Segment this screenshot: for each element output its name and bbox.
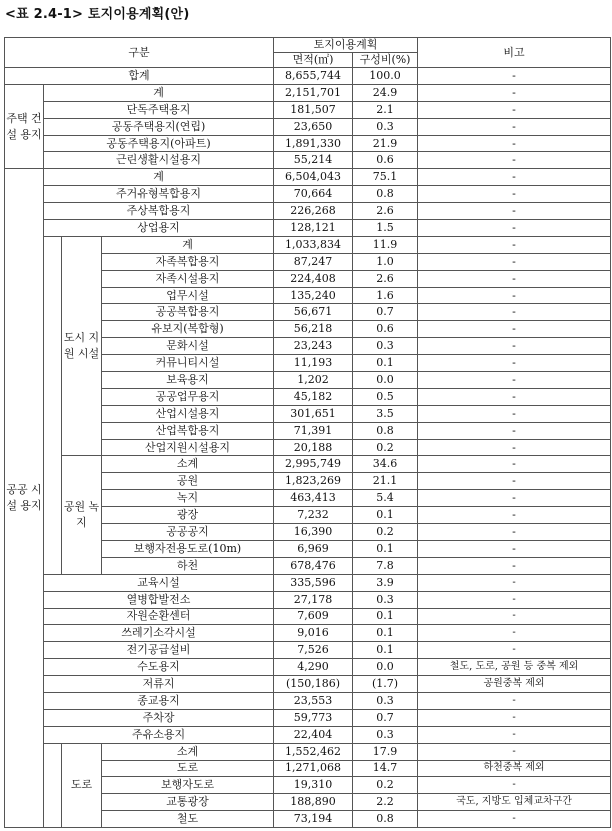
remarks-cell: - [418,321,611,338]
ratio-cell: 0.1 [353,507,418,524]
area-cell: 45,182 [274,388,353,405]
row-label: 수도용지 [44,659,274,676]
remarks-cell: - [418,507,611,524]
area-cell: 301,651 [274,405,353,422]
area-cell: 335,596 [274,574,353,591]
table-row [5,625,611,642]
ratio-cell: 75.1 [353,169,418,186]
ratio-cell: 0.3 [353,338,418,355]
remarks-cell: - [418,625,611,642]
remarks-cell: - [418,355,611,372]
remarks-cell: - [418,642,611,659]
area-cell: 1,891,330 [274,135,353,152]
area-cell: 23,553 [274,692,353,709]
table-row [5,203,611,220]
ratio-cell: 0.7 [353,304,418,321]
remarks-cell: - [418,405,611,422]
remarks-cell: - [418,777,611,794]
remarks-cell: - [418,220,611,237]
remarks-cell: 하천중복 제외 [418,760,611,777]
row-label: 계 [44,169,274,186]
table-row [5,709,611,726]
remarks-cell: - [418,68,611,85]
row-label: 소계 [102,743,274,760]
row-label: 주유소용지 [44,726,274,743]
row-label: 종교용지 [44,692,274,709]
row-label: 녹지 [102,490,274,507]
area-cell: 188,890 [274,794,353,811]
area-cell: 23,650 [274,118,353,135]
remarks-cell: - [418,152,611,169]
remarks-cell: - [418,287,611,304]
row-label: 유보지(복합형) [102,321,274,338]
ratio-cell: 5.4 [353,490,418,507]
area-cell: 7,609 [274,608,353,625]
remarks-cell: - [418,338,611,355]
area-cell: 224,408 [274,270,353,287]
group-park: 공원 녹지 [62,456,102,574]
ratio-cell: 0.3 [353,118,418,135]
area-cell: 22,404 [274,726,353,743]
table-row [5,659,611,676]
area-cell: 73,194 [274,811,353,828]
area-cell: 16,390 [274,524,353,541]
remarks-cell: - [418,236,611,253]
row-label: 철도 [102,811,274,828]
table-row-total [5,68,611,85]
remarks-cell: 철도, 도로, 공원 등 중복 제외 [418,659,611,676]
area-cell: 1,823,269 [274,473,353,490]
header-ratio: 구성비(%) [353,53,418,68]
area-cell: 181,507 [274,101,353,118]
ratio-cell: 0.1 [353,355,418,372]
table-row [5,726,611,743]
area-cell: 678,476 [274,557,353,574]
row-label: 보행자도로 [102,777,274,794]
row-label: 쓰레기소각시설 [44,625,274,642]
table-caption: <표 2.4-1> 토지이용계획(안) [5,7,190,22]
area-cell: 56,671 [274,304,353,321]
row-label: 계 [102,236,274,253]
ratio-cell: 0.2 [353,524,418,541]
spacer-cell [44,236,62,574]
ratio-cell: 0.8 [353,422,418,439]
area-cell: 1,202 [274,372,353,389]
remarks-cell: 국도, 지방도 입체교차구간 [418,794,611,811]
row-label: 공공복합용지 [102,304,274,321]
remarks-cell: - [418,372,611,389]
area-cell: 6,969 [274,540,353,557]
remarks-cell: - [418,456,611,473]
ratio-cell: 1.5 [353,220,418,237]
remarks-cell: - [418,574,611,591]
area-cell: 56,218 [274,321,353,338]
table-row [5,169,611,186]
header-category: 구분 [5,38,274,68]
ratio-cell: 0.6 [353,152,418,169]
row-label: 주거유형복합용지 [44,186,274,203]
ratio-cell: 0.2 [353,777,418,794]
row-label: 자원순환센터 [44,608,274,625]
row-label: 공동주택용지(연립) [44,118,274,135]
group-public: 공공 시설 용지 [5,169,44,828]
area-cell: 19,310 [274,777,353,794]
ratio-cell: 0.3 [353,692,418,709]
table-row [5,236,611,253]
remarks-cell: 공원중복 제외 [418,676,611,693]
remarks-cell: - [418,591,611,608]
ratio-cell: 21.1 [353,473,418,490]
ratio-cell: 3.9 [353,574,418,591]
group-road: 도로 [62,743,102,827]
ratio-cell: 3.5 [353,405,418,422]
row-label: 자족복합용지 [102,253,274,270]
header-plan: 토지이용계획 [274,38,418,53]
table-row [5,152,611,169]
table-row [5,186,611,203]
ratio-cell: 2.2 [353,794,418,811]
table-row [5,220,611,237]
row-label: 공원 [102,473,274,490]
row-label: 소계 [102,456,274,473]
remarks-cell: - [418,270,611,287]
area-cell: 70,664 [274,186,353,203]
table-row [5,456,611,473]
area-cell: 128,121 [274,220,353,237]
ratio-cell: 1.0 [353,253,418,270]
ratio-cell: 14.7 [353,760,418,777]
ratio-cell: 0.5 [353,388,418,405]
ratio-cell: 0.1 [353,540,418,557]
area-cell: 11,193 [274,355,353,372]
ratio-cell: 0.0 [353,659,418,676]
row-label: 자족시설용지 [102,270,274,287]
area-cell: 2,995,749 [274,456,353,473]
row-label: 교육시설 [44,574,274,591]
header-area: 면적(㎡) [274,53,353,68]
area-cell: 135,240 [274,287,353,304]
area-cell: 9,016 [274,625,353,642]
row-label: 계 [44,84,274,101]
ratio-cell: 0.6 [353,321,418,338]
ratio-cell: 1.6 [353,287,418,304]
area-cell: 8,655,744 [274,68,353,85]
remarks-cell: - [418,135,611,152]
table-row [5,692,611,709]
remarks-cell: - [418,540,611,557]
ratio-cell: 11.9 [353,236,418,253]
remarks-cell: - [418,439,611,456]
ratio-cell: 7.8 [353,557,418,574]
remarks-cell: - [418,84,611,101]
ratio-cell: 34.6 [353,456,418,473]
ratio-cell: 0.0 [353,372,418,389]
row-label: 업무시설 [102,287,274,304]
row-label: 보행자전용도로(10m) [102,540,274,557]
row-label: 커뮤니티시설 [102,355,274,372]
area-cell: (150,186) [274,676,353,693]
row-label: 근린생활시설용지 [44,152,274,169]
table-row [5,84,611,101]
ratio-cell: 2.6 [353,203,418,220]
remarks-cell: - [418,709,611,726]
ratio-cell: 21.9 [353,135,418,152]
remarks-cell: - [418,524,611,541]
ratio-cell: 0.7 [353,709,418,726]
row-label: 열병합발전소 [44,591,274,608]
row-label: 단독주택용지 [44,101,274,118]
area-cell: 463,413 [274,490,353,507]
row-label: 전기공급설비 [44,642,274,659]
area-cell: 55,214 [274,152,353,169]
ratio-cell: 0.8 [353,186,418,203]
area-cell: 71,391 [274,422,353,439]
area-cell: 7,526 [274,642,353,659]
table-row [5,743,611,760]
ratio-cell: 0.8 [353,811,418,828]
remarks-cell: - [418,490,611,507]
table-row [5,135,611,152]
row-label: 공공업무용지 [102,388,274,405]
row-label: 산업복합용지 [102,422,274,439]
area-cell: 20,188 [274,439,353,456]
header-row-1 [5,38,611,53]
ratio-cell: 0.3 [353,591,418,608]
remarks-cell: - [418,388,611,405]
remarks-cell: - [418,203,611,220]
group-city-support: 도시 지원 시설 [62,236,102,456]
ratio-cell: (1.7) [353,676,418,693]
ratio-cell: 0.1 [353,608,418,625]
area-cell: 1,033,834 [274,236,353,253]
table-row [5,608,611,625]
remarks-cell: - [418,608,611,625]
area-cell: 7,232 [274,507,353,524]
header-remarks: 비고 [418,38,611,68]
area-cell: 23,243 [274,338,353,355]
ratio-cell: 2.1 [353,101,418,118]
remarks-cell: - [418,557,611,574]
ratio-cell: 2.6 [353,270,418,287]
area-cell: 27,178 [274,591,353,608]
row-label: 도로 [102,760,274,777]
area-cell: 1,271,068 [274,760,353,777]
row-label: 합계 [5,68,274,85]
ratio-cell: 0.1 [353,642,418,659]
land-use-table [4,37,611,828]
remarks-cell: - [418,726,611,743]
remarks-cell: - [418,692,611,709]
remarks-cell: - [418,473,611,490]
table-row [5,676,611,693]
remarks-cell: - [418,422,611,439]
table-row [5,574,611,591]
row-label: 저류지 [44,676,274,693]
row-label: 공공공지 [102,524,274,541]
ratio-cell: 24.9 [353,84,418,101]
area-cell: 59,773 [274,709,353,726]
table-row [5,591,611,608]
row-label: 문화시설 [102,338,274,355]
row-label: 산업시설용지 [102,405,274,422]
remarks-cell: - [418,169,611,186]
ratio-cell: 0.1 [353,625,418,642]
remarks-cell: - [418,743,611,760]
area-cell: 2,151,701 [274,84,353,101]
area-cell: 6,504,043 [274,169,353,186]
area-cell: 1,552,462 [274,743,353,760]
ratio-cell: 17.9 [353,743,418,760]
area-cell: 226,268 [274,203,353,220]
ratio-cell: 0.2 [353,439,418,456]
row-label: 주차장 [44,709,274,726]
area-cell: 87,247 [274,253,353,270]
area-cell: 4,290 [274,659,353,676]
table-row [5,642,611,659]
row-label: 보육용지 [102,372,274,389]
row-label: 상업용지 [44,220,274,237]
remarks-cell: - [418,304,611,321]
group-housing: 주택 건설 용지 [5,84,44,168]
row-label: 광장 [102,507,274,524]
remarks-cell: - [418,101,611,118]
spacer-cell [44,743,62,827]
ratio-cell: 100.0 [353,68,418,85]
row-label: 산업지원시설용지 [102,439,274,456]
remarks-cell: - [418,811,611,828]
remarks-cell: - [418,253,611,270]
remarks-cell: - [418,118,611,135]
row-label: 교통광장 [102,794,274,811]
row-label: 공동주택용지(아파트) [44,135,274,152]
row-label: 주상복합용지 [44,203,274,220]
remarks-cell: - [418,186,611,203]
ratio-cell: 0.3 [353,726,418,743]
table-row [5,101,611,118]
table-row [5,118,611,135]
row-label: 하천 [102,557,274,574]
